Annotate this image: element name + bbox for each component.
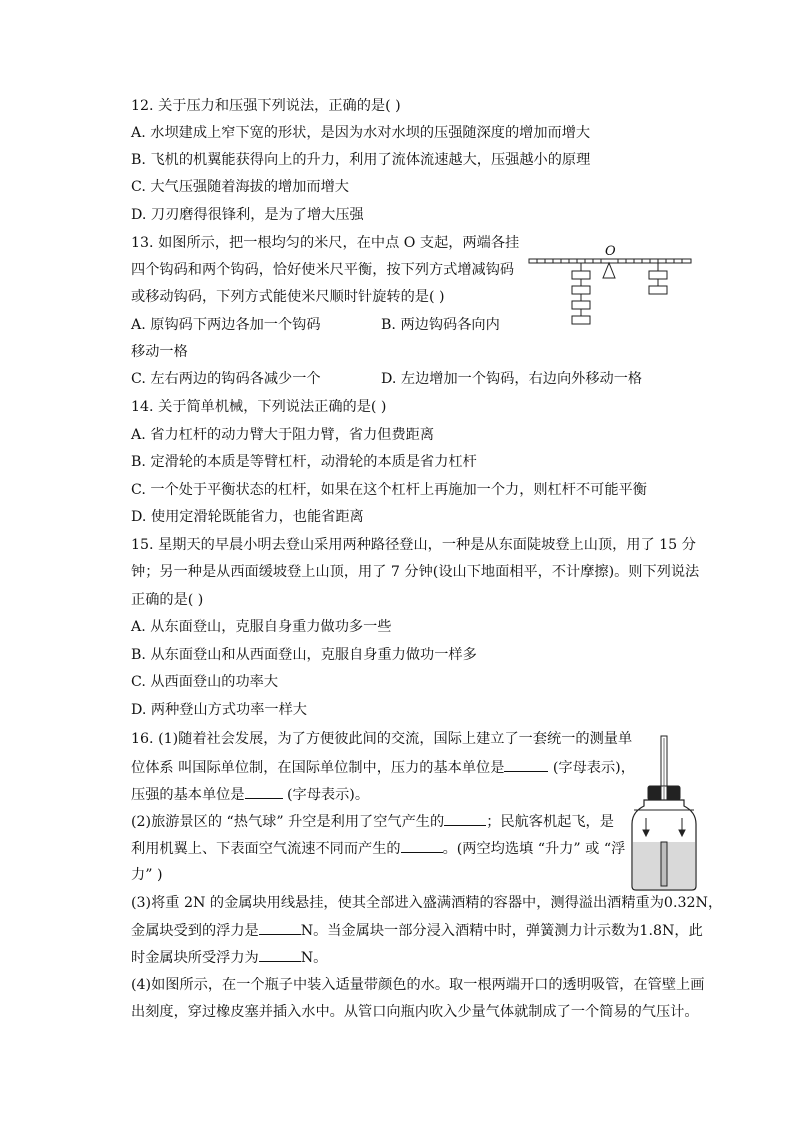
q14-option-b: B. 定滑轮的本质是等臂杠杆，动滑轮的本质是省力杠杆: [131, 454, 477, 470]
q13-option-c: C. 左右两边的钩码各减少一个: [131, 371, 321, 387]
fulcrum: [603, 263, 615, 278]
answer-blank-buoyancy-partial[interactable]: [259, 947, 301, 962]
q12-stem: 12. 关于压力和压强下列说法，正确的是( ): [131, 98, 401, 114]
q15-stem-line1: 15. 星期天的早晨小明去登山采用两种路径登山，一种是从东面陡坡登上山顶，用了 15 分: [131, 537, 696, 553]
q14-option-a: A. 省力杠杆的动力臂大于阻力臂，省力但费距离: [131, 427, 435, 443]
answer-blank-pressure-unit[interactable]: [245, 784, 283, 799]
q13-option-d: D. 左边增加一个钩码，右边向外移动一格: [381, 371, 643, 387]
q13-option-a: A. 原钩码下两边各加一个钩码: [131, 317, 321, 333]
answer-blank-buoyancy-full[interactable]: [259, 920, 301, 935]
q13-stem-line3: 或移动钩码，下列方式能使米尺顺时针旋转的是( ): [131, 289, 445, 305]
left-weights: [572, 263, 590, 324]
q15-option-a: A. 从东面登山，克服自身重力做功多一些: [131, 619, 392, 635]
q14-option-c: C. 一个处于平衡状态的杠杆，如果在这个杠杆上再施加一个力，则杠杆不可能平衡: [131, 482, 647, 498]
q16-part2-line1: (2)旅游景区的 “热气球” 升空是利用了空气产生的 ；民航客机起飞，是: [131, 811, 614, 832]
q15-option-c: C. 从西面登山的功率大: [131, 674, 279, 690]
q15-option-d: D. 两种登山方式功率一样大: [131, 702, 307, 718]
q12-option-a: A. 水坝建成上窄下宽的形状，是因为水对水坝的压强随深度的增加而增大: [131, 125, 591, 141]
answer-blank-balloon-force[interactable]: [444, 811, 486, 826]
q16-part1-line2: 位体系 叫国际单位制，在国际单位制中，压力的基本单位是 (字母表示)，: [131, 757, 635, 778]
answer-blank-force-unit[interactable]: [504, 757, 548, 772]
q16-part2-line3: 力” ): [131, 867, 163, 883]
q16-part1-line3: 压强的基本单位是 (字母表示)。: [131, 784, 369, 805]
q15-option-b: B. 从东面登山和从西面登山，克服自身重力做功一样多: [131, 647, 477, 663]
q16-part2-line2: 利用机翼上、下表面空气流速不同而产生的 。(两空均选填 “升力” 或 “浮: [131, 838, 625, 859]
q16-part3-line1: (3)将重 2N 的金属块用线悬挂，使其全部进入盛满酒精的容器中，测得溢出酒精重为0.32N，: [131, 895, 723, 911]
q13-stem-line1: 13. 如图所示，把一根均匀的米尺，在中点 O 支起，两端各挂: [131, 235, 520, 251]
q16-part1-line1: 16. (1)随着社会发展，为了方便彼此间的交流，国际上建立了一套统一的测量单: [131, 731, 633, 747]
q16-part3-line2: 金属块受到的浮力是 N。当金属块一部分浸入酒精中时，弹簧测力计示数为1.8N，此: [131, 920, 703, 941]
q16-part3-line3: 时金属块所受浮力为 N。: [131, 947, 327, 968]
q14-option-d: D. 使用定滑轮既能省力，也能省距离: [131, 509, 364, 525]
q12-option-c: C. 大气压强随着海拔的增加而增大: [131, 179, 349, 195]
q12-option-d: D. 刀刃磨得很锋利，是为了增大压强: [131, 207, 364, 223]
right-weights: [649, 263, 667, 294]
lever-figure: [525, 242, 695, 334]
q12-option-b: B. 飞机的机翼能获得向上的升力，利用了流体流速越大，压强越小的原理: [131, 152, 591, 168]
q13-stem-line2: 四个钩码和两个钩码，恰好使米尺平衡，按下列方式增减钩码: [131, 262, 515, 278]
answer-blank-wing-force[interactable]: [401, 838, 443, 853]
q13-option-b-continued: 移动一格: [131, 344, 188, 360]
q15-stem-line3: 正确的是( ): [131, 592, 204, 608]
q16-part4-line2: 出刻度，穿过橡皮塞并插入水中。从管口向瓶内吹入少量气体就制成了一个简易的气压计。: [131, 1004, 699, 1020]
q13-option-b: B. 两边钩码各向内: [381, 317, 500, 333]
q15-stem-line2: 钟；另一种是从西面缓坡登上山顶，用了 7 分钟(设山下地面相平，不计摩擦)。则下列说法: [131, 564, 700, 580]
pivot-label: O: [605, 244, 616, 259]
q14-stem: 14. 关于简单机械，下列说法正确的是( ): [131, 399, 387, 415]
barometer-bottle-figure: [630, 732, 700, 894]
q16-part4-line1: (4)如图所示，在一个瓶子中装入适量带颜色的水。取一根两端开口的透明吸管，在管壁上画: [131, 977, 705, 993]
